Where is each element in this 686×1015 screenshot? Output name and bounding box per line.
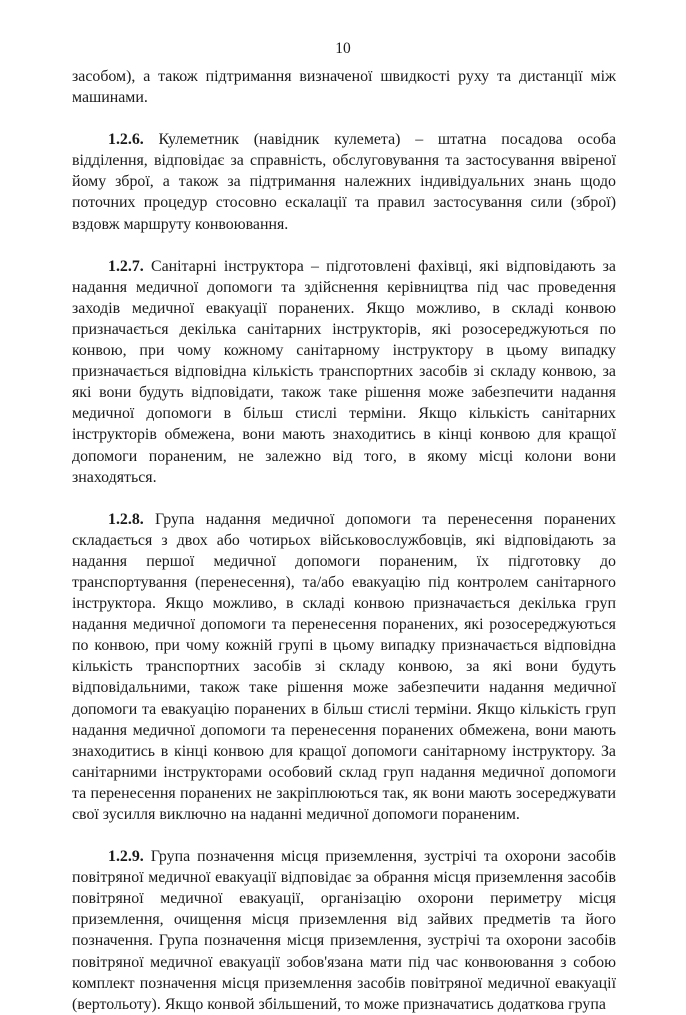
section-text: Санітарні інструктора – підготовлені фахівці, які відповідають за надання медичної допомоги та здійснення керівництва під час проведення заходів медичної евакуації поранених. Якщо можливо, в складі конвою призначається декілька санітарних інструкторів, які розосереджуються по конвою, при чому кожному санітарному інструктору в цьому випадку призначається відповідна кількість транспортних засобів зі складу конвою, за які вони будуть відповідати, також таке рішення може забезпечити надання медичної допомоги в більш стислі терміни. Якщо кількість санітарних інструкторів обмежена, вони мають знаходитись в кінці конвою для кращої допомоги пораненим, не залежно від того, в якому місці колони вони знаходяться. xyxy=(72,257,616,486)
section-number: 1.2.9. xyxy=(108,848,144,866)
document-body xyxy=(72,66,616,1015)
section-text: Кулеметник (навідник кулемета) – штатна посадова особа відділення, відповідає за справність, обслуговування та застосування ввіреної йому зброї, а також за підтримання належних індивідуальних знань щодо поточних процедур стосовно ескалації та правил застосування сили (зброї) вздовж маршруту конвоювання. xyxy=(72,131,616,233)
section-1-2-7 xyxy=(72,256,616,488)
section-1-2-9 xyxy=(72,846,616,1015)
section-number: 1.2.6. xyxy=(108,131,144,149)
section-text: Група позначення місця приземлення, зустрічі та охорони засобів повітряної медичної евакуації відповідає за обрання місця приземлення засобів повітряної медичної евакуації, організацію охорони периметру місця приземлення, очищення місця приземлення від зайвих предметів та його позначення. Група позначення місця приземлення, зустрічі та охорони засобів повітряної медичної евакуації зобов'язана мати під час конвоювання з собою комплект позначення місця приземлення засобів повітряної медичної евакуації (вертольоту). Якщо конвой збільшений, то може призначатись додаткова група xyxy=(72,848,616,1013)
section-number: 1.2.8. xyxy=(108,510,144,528)
section-number: 1.2.7. xyxy=(108,257,144,275)
section-text: Група надання медичної допомоги та перенесення поранених складається з двох або чотирьох військовослужбовців, які відповідають за надання першої медичної допомоги пораненим, їх підготовку до транспортування (перенесення), та/або евакуацію під контролем санітарного інструктора. Якщо можливо, в складі конвою призначається декілька груп надання медичної допомоги та перенесення поранених, які розосереджуються по конвою, при чому кожній групі в цьому випадку призначається відповідна кількість транспортних засобів зі складу конвою, за які вони будуть відповідальними, також таке рішення може забезпечити надання медичної допомоги та евакуацію поранених в більш стислі терміни. Якщо кількість груп надання медичної допомоги та перенесення поранених обмежена, вони мають знаходитись в кінці конвою для кращої допомоги санітарному інструктору. За санітарними інструкторами особовий склад груп надання медичної допомоги та перенесення поранених не закріплюються так, як вони мають зосереджувати свої зусилля виключно на наданні медичної допомоги пораненим. xyxy=(72,510,616,823)
continuation-paragraph: засобом), а також підтримання визначеної швидкості руху та дистанції між машинами. xyxy=(72,68,616,107)
page-number: 10 xyxy=(335,40,351,57)
section-1-2-6 xyxy=(72,129,616,234)
section-1-2-8 xyxy=(72,509,616,825)
